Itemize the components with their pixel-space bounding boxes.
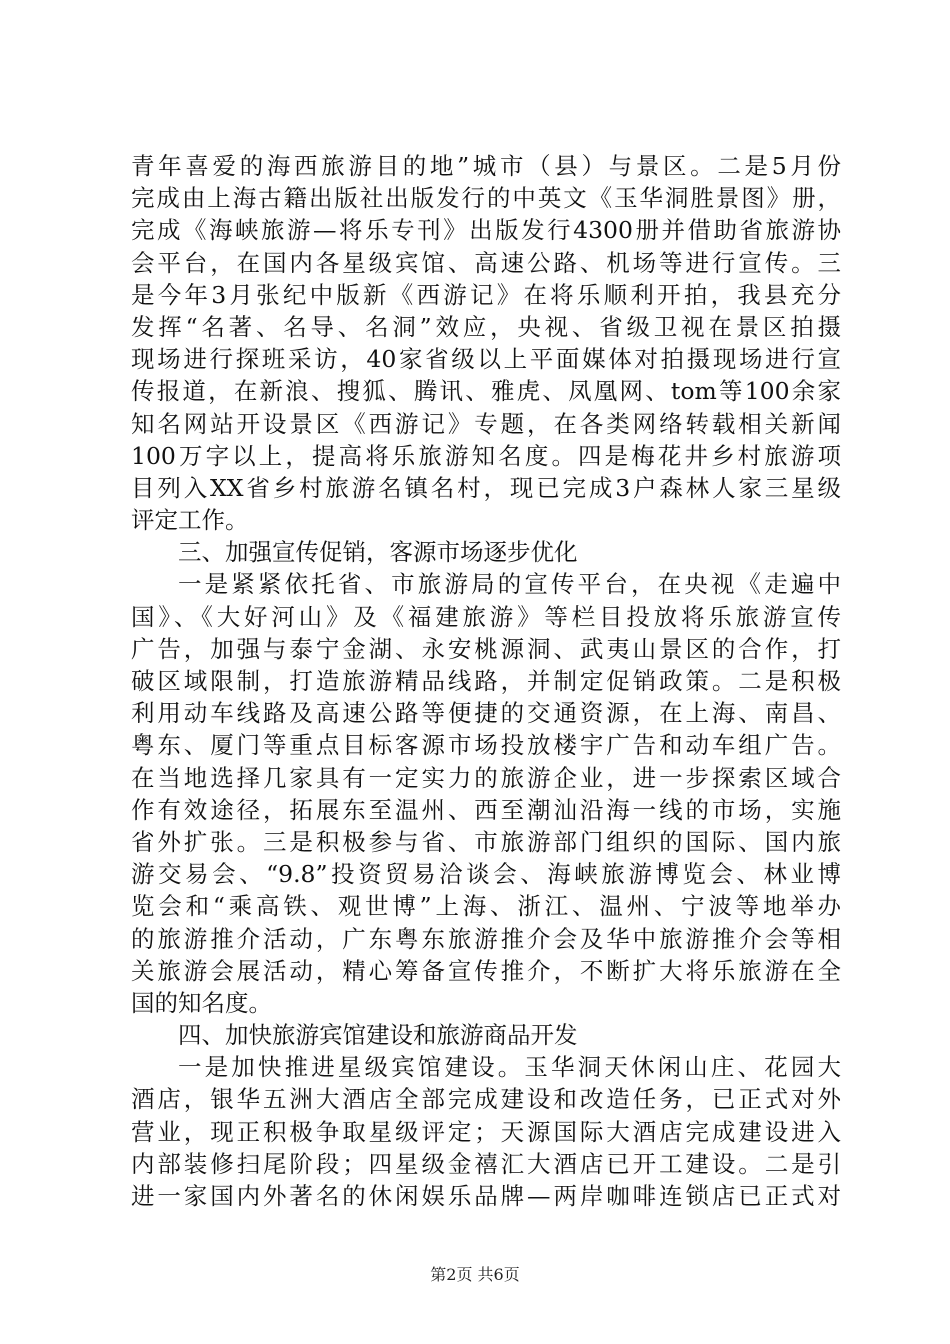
paragraph-line: 目列入XX省乡村旅游名镇名村，现已完成3户森林人家三星级 [131, 473, 841, 502]
paragraph-line: 览会和“乘高铁、观世博”上海、浙江、温州、宁波等地举办 [131, 892, 841, 921]
paragraph-line: 的旅游推介活动，广东粤东旅游推介会及华中旅游推介会等相 [131, 924, 841, 953]
paragraph-line: 在当地选择几家具有一定实力的旅游企业，进一步探索区域合 [131, 763, 841, 792]
paragraph-line: 内部装修扫尾阶段；四星级金禧汇大酒店已开工建设。二是引 [131, 1149, 841, 1178]
paragraph-line: 国》、《大好河山》及《福建旅游》等栏目投放将乐旅游宣传 [131, 602, 841, 631]
paragraph-line: 100万字以上，提高将乐旅游知名度。四是梅花井乡村旅游项 [131, 441, 841, 470]
paragraph-line: 青年喜爱的海西旅游目的地”城市（县）与景区。二是5月份 [131, 152, 841, 180]
paragraph-line: 广告，加强与泰宁金湖、永安桃源洞、武夷山景区的合作，打 [131, 634, 841, 663]
paragraph-line: 一是加快推进星级宾馆建设。玉华洞天休闲山庄、花园大 [178, 1053, 841, 1082]
paragraph-line: 省外扩张。三是积极参与省、市旅游部门组织的国际、国内旅 [131, 827, 841, 856]
document-body [131, 150, 841, 1212]
paragraph-line: 酒店，银华五洲大酒店全部完成建设和改造任务，已正式对外 [131, 1085, 841, 1114]
paragraph-line: 发挥“名著、名导、名洞”效应，央视、省级卫视在景区拍摄 [131, 312, 841, 341]
paragraph-line: 营业，现正积极争取星级评定；天源国际大酒店完成建设进入 [131, 1117, 841, 1146]
paragraph-line: 传报道，在新浪、搜狐、腾讯、雅虎、凤凰网、tom等100余家 [131, 377, 841, 406]
paragraph-line: 是今年3月张纪中版新《西游记》在将乐顺利开拍，我县充分 [131, 280, 841, 309]
section-heading: 四、加快旅游宾馆建设和旅游商品开发 [178, 1021, 578, 1050]
paragraph-line: 游交易会、“9.8”投资贸易洽谈会、海峡旅游博览会、林业博 [131, 860, 841, 889]
paragraph-line: 知名网站开设景区《西游记》专题，在各类网络转载相关新闻 [131, 409, 841, 438]
paragraph-line: 完成《海峡旅游—将乐专刊》出版发行4300册并借助省旅游协 [131, 216, 841, 245]
paragraph-line: 国的知名度。 [131, 988, 272, 1017]
paragraph-line: 评定工作。 [131, 506, 249, 535]
paragraph-line: 进一家国内外著名的休闲娱乐品牌—两岸咖啡连锁店已正式对 [131, 1182, 841, 1210]
paragraph-line: 现场进行探班采访，40家省级以上平面媒体对拍摄现场进行宣 [131, 345, 841, 374]
paragraph-line: 粤东、厦门等重点目标客源市场投放楼宇广告和动车组广告。 [131, 731, 841, 760]
page-number-footer: 第2页 共6页 [430, 1265, 520, 1284]
paragraph-line: 作有效途径，拓展东至温州、西至潮汕沿海一线的市场，实施 [131, 795, 841, 824]
paragraph-line: 会平台，在国内各星级宾馆、高速公路、机场等进行宣传。三 [131, 248, 841, 277]
paragraph-line: 一是紧紧依托省、市旅游局的宣传平台，在央视《走遍中 [178, 570, 841, 599]
paragraph-line: 完成由上海古籍出版社出版发行的中英文《玉华洞胜景图》册， [131, 184, 841, 213]
paragraph-line: 破区域限制，打造旅游精品线路，并制定促销政策。二是积极 [131, 667, 841, 695]
section-heading: 三、加强宣传促销，客源市场逐步优化 [178, 538, 578, 567]
paragraph-line: 关旅游会展活动，精心筹备宣传推介，不断扩大将乐旅游在全 [131, 956, 841, 985]
paragraph-line: 利用动车线路及高速公路等便捷的交通资源，在上海、南昌、 [131, 699, 841, 728]
